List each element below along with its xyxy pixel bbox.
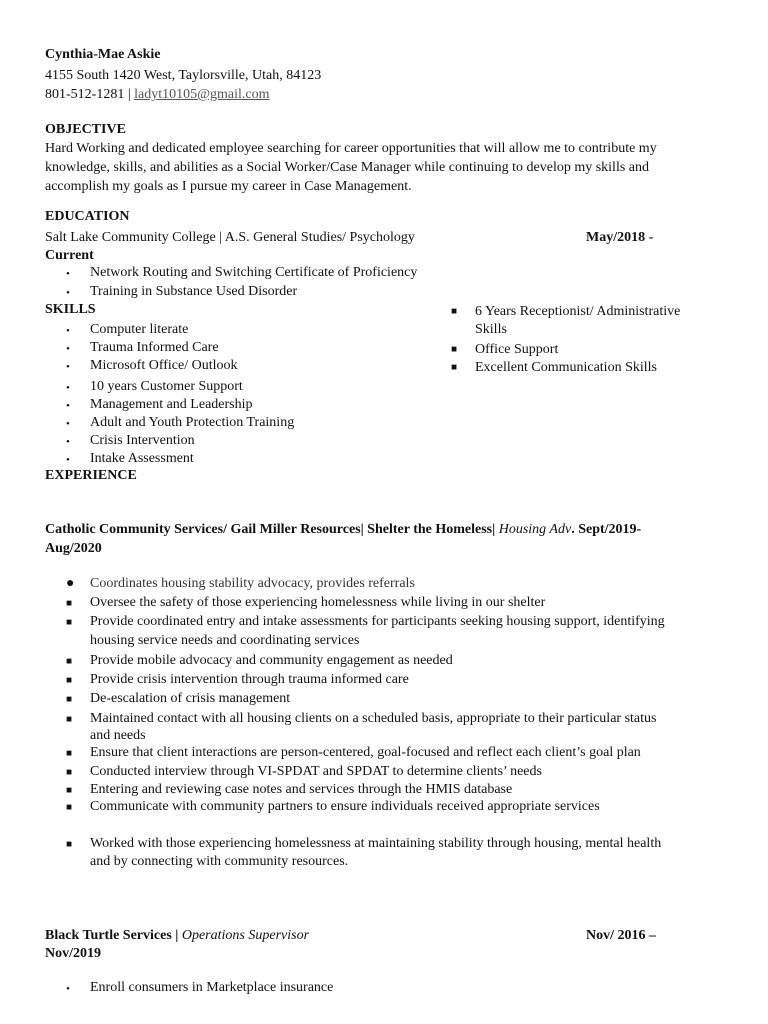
job1-item: De-escalation of crisis management (90, 691, 291, 706)
skill-item: 10 years Customer Support (90, 379, 243, 394)
bullet-icon: • (66, 382, 70, 394)
skill-item: Microsoft Office/ Outlook (90, 358, 238, 373)
phone: 801-512-1281 | (45, 87, 135, 102)
skill-item: Crisis Intervention (90, 433, 195, 448)
square-bullet-icon: ■ (451, 344, 458, 355)
objective-line: accomplish my goals as I pursue my career in Case Management. (45, 179, 412, 194)
skill-item: Intake Assessment (90, 451, 194, 466)
education-date-start: May/2018 - (586, 230, 654, 245)
job1-item: Ensure that client interactions are person-centered, goal-focused and reflect each client’s goal plan (90, 745, 641, 760)
job1-item: Provide crisis intervention through trauma informed care (90, 672, 409, 687)
job1-item: Provide mobile advocacy and community engagement as needed (90, 653, 453, 668)
job1-item: Conducted interview through VI-SPDAT and SPDAT to determine clients’ needs (90, 764, 542, 779)
round-bullet-icon: ● (66, 576, 75, 591)
education-heading: EDUCATION (45, 209, 130, 224)
skill-item: Computer literate (90, 322, 189, 337)
square-bullet-icon: ■ (451, 306, 458, 317)
education-date-end: Current (45, 248, 94, 263)
bullet-icon: • (66, 418, 70, 430)
job2-org: Black Turtle Services | (45, 928, 179, 943)
bullet-icon: • (66, 325, 70, 337)
bullet-icon: • (66, 287, 70, 299)
skill-item: Management and Leadership (90, 397, 253, 412)
square-bullet-icon: ■ (66, 748, 73, 759)
job2-date-end: Nov/2019 (45, 946, 101, 961)
job1-item: Oversee the safety of those experiencing homelessness while living in our shelter (90, 595, 546, 610)
job1-item: Worked with those experiencing homelessness at maintaining stability through housing, mental health (90, 836, 662, 851)
education-school: Salt Lake Community College | A.S. General Studies/ Psychology (45, 230, 415, 245)
square-bullet-icon: ■ (66, 802, 73, 813)
job1-role-dot: . (571, 522, 575, 537)
email-link[interactable]: ladyt10105@gmail.com (134, 87, 270, 102)
square-bullet-icon: ■ (451, 362, 458, 373)
square-bullet-icon: ■ (66, 785, 73, 796)
skill-item: Excellent Communication Skills (475, 360, 657, 375)
job1-date-end: Aug/2020 (45, 541, 102, 556)
education-item: Network Routing and Switching Certificate of Proficiency (90, 265, 418, 280)
square-bullet-icon: ■ (66, 839, 73, 850)
job1-org: Catholic Community Services/ Gail Miller Resources| Shelter the Homeless| (45, 522, 496, 537)
contact-line (45, 86, 270, 104)
square-bullet-icon: ■ (66, 767, 73, 778)
job1-title-line (45, 521, 641, 539)
job1-item: Coordinates housing stability advocacy, provides referrals (90, 576, 415, 591)
job1-item-continuation: and needs (90, 728, 146, 743)
skill-item: Trauma Informed Care (90, 340, 219, 355)
job1-item: Maintained contact with all housing clients on a scheduled basis, appropriate to their particular status (90, 711, 657, 726)
skill-item: Adult and Youth Protection Training (90, 415, 295, 430)
education-item: Training in Substance Used Disorder (90, 284, 298, 299)
skill-item: Office Support (475, 342, 559, 357)
job1-role: Housing Adv (495, 522, 572, 537)
bullet-icon: • (66, 343, 70, 355)
bullet-icon: • (66, 983, 70, 995)
square-bullet-icon: ■ (66, 675, 73, 686)
job2-date-start: Nov/ 2016 – (586, 928, 656, 943)
bullet-icon: • (66, 268, 70, 280)
objective-line: knowledge, skills, and abilities as a Social Worker/Case Manager while continuing to develop my skills and (45, 160, 649, 175)
bullet-icon: • (66, 400, 70, 412)
square-bullet-icon: ■ (66, 714, 73, 725)
square-bullet-icon: ■ (66, 656, 73, 667)
square-bullet-icon: ■ (66, 617, 73, 628)
job1-item: Provide coordinated entry and intake assessments for participants seeking housing support, identifying (90, 614, 665, 629)
objective-heading: OBJECTIVE (45, 122, 126, 137)
skill-item-continuation: Skills (475, 322, 507, 337)
address: 4155 South 1420 West, Taylorsville, Utah, 84123 (45, 68, 322, 83)
objective-line: Hard Working and dedicated employee searching for career opportunities that will allow me to contribute my (45, 141, 657, 156)
skills-heading: SKILLS (45, 302, 96, 317)
bullet-icon: • (66, 436, 70, 448)
job2-role: Operations Supervisor (178, 928, 310, 943)
job1-item-continuation: housing service needs and coordinating services (90, 633, 360, 648)
job1-item: Entering and reviewing case notes and services through the HMIS database (90, 782, 513, 797)
candidate-name: Cynthia-Mae Askie (45, 47, 161, 62)
square-bullet-icon: ■ (66, 598, 73, 609)
job2-title-line (45, 927, 309, 945)
job2-item: Enroll consumers in Marketplace insurance (90, 980, 334, 995)
bullet-icon: • (66, 361, 70, 373)
bullet-icon: • (66, 454, 70, 466)
job1-item-continuation: and by connecting with community resources. (90, 854, 349, 869)
square-bullet-icon: ■ (66, 694, 73, 705)
job1-date-start: Sept/2019- (578, 522, 642, 537)
skill-item: 6 Years Receptionist/ Administrative (475, 304, 681, 319)
job1-item: Communicate with community partners to ensure individuals received appropriate services (90, 799, 600, 814)
experience-heading: EXPERIENCE (45, 468, 137, 483)
